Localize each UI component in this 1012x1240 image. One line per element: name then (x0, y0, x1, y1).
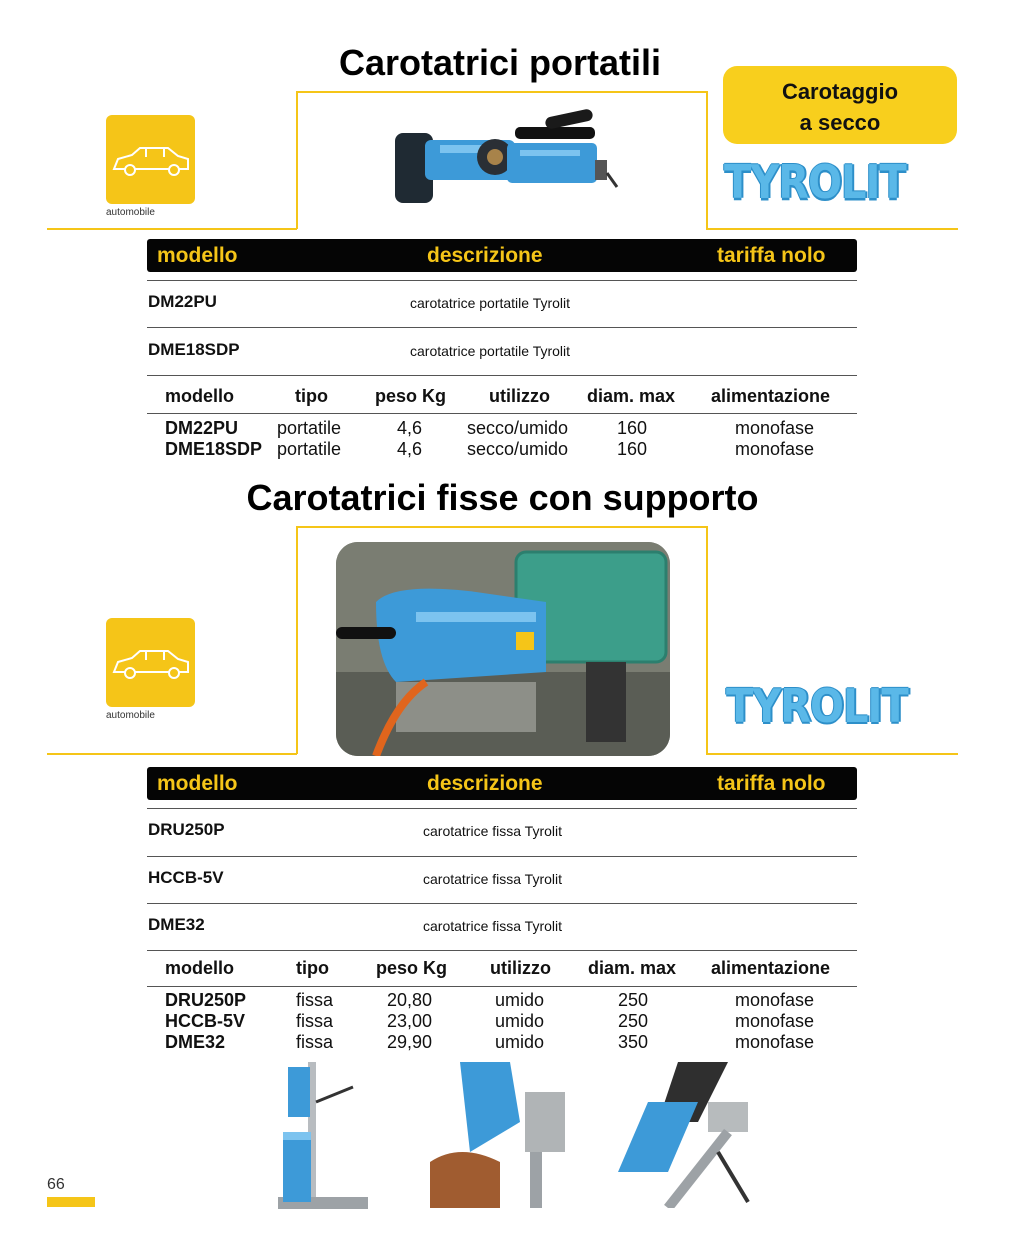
spec-cell: 160 (617, 418, 648, 438)
header-tariffa: tariffa nolo (717, 244, 826, 267)
spec-cell: 250 (618, 990, 649, 1010)
list-item-desc: carotatrice portatile Tyrolit (410, 343, 571, 359)
spec-cell: DME18SDP (165, 439, 263, 459)
divider (147, 856, 857, 857)
spec-header: alimentazione (711, 958, 831, 978)
category-badge (723, 66, 957, 144)
spec-cell: DRU250P (165, 990, 247, 1010)
spec-cell: secco/umido (467, 418, 569, 438)
divider (147, 950, 857, 951)
spec-cell: fissa (296, 990, 334, 1010)
spec-cell: portatile (277, 418, 342, 438)
spec-header: alimentazione (711, 386, 831, 406)
spec-cell: 4,6 (397, 439, 423, 459)
tyrolit-logo: TYROLIT (726, 680, 908, 734)
spec-header: tipo (296, 958, 329, 978)
spec-cell: fissa (296, 1011, 334, 1031)
section1-title: Carotatrici portatili (338, 42, 662, 83)
car-category-icon (106, 618, 195, 707)
section2-title: Carotatrici fisse con supporto (246, 477, 759, 518)
spec-header: diam. max (587, 386, 676, 406)
spec-header: utilizzo (489, 386, 550, 406)
frame-line (296, 91, 707, 93)
spec-cell: 4,6 (397, 418, 423, 438)
portable-core-drill-image (395, 105, 685, 210)
spec-cell: DME32 (165, 1032, 226, 1052)
frame-line (706, 228, 958, 230)
frame-line (47, 753, 297, 755)
list-item-desc: carotatrice fissa Tyrolit (423, 823, 563, 839)
divider (147, 280, 857, 281)
spec-cell: 23,00 (387, 1011, 433, 1031)
divider (147, 808, 857, 809)
header-modello: modello (157, 244, 238, 267)
spec-header: modello (165, 958, 235, 978)
divider (147, 327, 857, 328)
list-item-desc: carotatrice portatile Tyrolit (410, 295, 571, 311)
badge-line1: Carotaggio (781, 79, 899, 104)
frame-line (706, 753, 958, 755)
divider (147, 986, 857, 987)
category-label: automobile (106, 207, 155, 218)
frame-line (706, 526, 708, 754)
table-header (147, 239, 857, 272)
page-number-bar (47, 1197, 95, 1207)
list-item-code: DME32 (148, 915, 205, 934)
spec-cell: monofase (735, 439, 815, 459)
badge-line2: a secco (799, 110, 881, 135)
spec-cell: monofase (735, 990, 815, 1010)
spec-cell: secco/umido (467, 439, 569, 459)
tyrolit-logo: TYROLIT (724, 156, 906, 210)
list-item-code: HCCB-5V (148, 868, 224, 887)
list-item-code: DRU250P (148, 820, 225, 839)
list-item-desc: carotatrice fissa Tyrolit (423, 871, 563, 887)
spec-header: peso Kg (375, 386, 447, 406)
spec-cell: umido (495, 1011, 545, 1031)
drill-stand-image-1 (268, 1062, 378, 1212)
spec-cell: HCCB-5V (165, 1011, 246, 1031)
spec-header: peso Kg (376, 958, 448, 978)
spec-cell: monofase (735, 1032, 815, 1052)
spec-cell: umido (495, 990, 545, 1010)
spec-cell: DM22PU (165, 418, 239, 438)
page-number: 66 (47, 1176, 65, 1193)
spec-cell: 160 (617, 439, 648, 459)
spec-cell: 20,80 (387, 990, 433, 1010)
spec-cell: 350 (618, 1032, 649, 1052)
divider (147, 413, 857, 414)
frame-line (296, 91, 298, 229)
spec-cell: umido (495, 1032, 545, 1052)
spec-cell: portatile (277, 439, 342, 459)
list-item-desc: carotatrice fissa Tyrolit (423, 918, 563, 934)
spec-cell: monofase (735, 1011, 815, 1031)
category-label: automobile (106, 710, 155, 721)
frame-line (706, 91, 708, 229)
table-header (147, 767, 857, 800)
header-tariffa: tariffa nolo (717, 772, 826, 795)
car-category-icon (106, 115, 195, 204)
spec-header: tipo (295, 386, 328, 406)
header-descrizione: descrizione (427, 244, 543, 267)
car-icon (106, 618, 195, 707)
divider (147, 375, 857, 376)
spec-cell: 29,90 (387, 1032, 433, 1052)
list-item-code: DM22PU (148, 292, 217, 311)
divider (147, 903, 857, 904)
spec-cell: fissa (296, 1032, 334, 1052)
frame-line (296, 526, 298, 754)
spec-header: diam. max (588, 958, 677, 978)
spec-cell: 250 (618, 1011, 649, 1031)
drill-stand-image-2 (430, 1062, 580, 1208)
spec-header: utilizzo (490, 958, 551, 978)
frame-line (296, 526, 707, 528)
header-descrizione: descrizione (427, 772, 543, 795)
spec-header: modello (165, 386, 235, 406)
frame-line (47, 228, 297, 230)
fixed-core-drill-photo (336, 542, 670, 756)
header-modello: modello (157, 772, 238, 795)
car-icon (106, 115, 195, 204)
list-item-code: DME18SDP (148, 340, 240, 359)
drill-stand-image-3 (608, 1062, 758, 1208)
spec-cell: monofase (735, 418, 815, 438)
